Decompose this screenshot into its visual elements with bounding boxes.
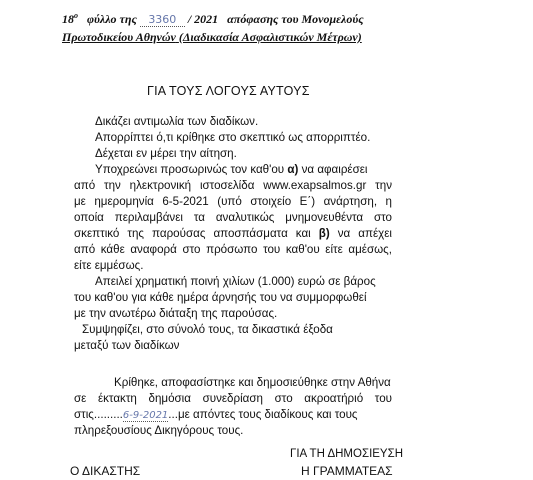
text-line-18b: με απόντες τους διαδίκους και τους [177, 408, 358, 421]
date-dots-right: ... [168, 408, 178, 421]
text-line-4 [95, 163, 368, 176]
text-line-16: Κρίθηκε, αποφασίστηκε και δημοσιεύθηκε στην Αθήνα [114, 376, 391, 389]
date-dots-left: ......... [93, 408, 123, 421]
header-line-1 [62, 11, 364, 27]
text-line-4a: Υποχρεώνει προσωρινώς τον καθ'ου [95, 163, 285, 176]
text-line-17: σε έκτακτη δημόσια συνεδρίαση στο ακροατήριό του [74, 392, 392, 405]
text-line-12: του καθ'ου για κάθε ημέρα άρνησής του να συμμορφωθεί [74, 291, 367, 304]
header-line-2 [62, 30, 362, 45]
for-publication-label: ΓΙΑ ΤΗ ΔΗΜΟΣΙΕΥΣΗ [290, 448, 404, 460]
text-line-10: είτε εμμέσως. [74, 259, 144, 272]
text-line-11: Απειλεί χρηματική ποινή χιλίων (1.000) ευρώ σε βάρος [95, 275, 376, 288]
item-b-marker: β) [318, 227, 330, 240]
decision-number: 3360 [140, 13, 185, 27]
text-line-8a: σκεπτικό της παρούσας αποσπάσματα και [74, 227, 311, 240]
text-line-18 [74, 408, 358, 421]
text-line-5: από την ηλεκτρονική ιστοσελίδα www.exapsalmos.gr την [74, 179, 392, 192]
sheet-number: 18 [62, 12, 74, 26]
text-line-2: Απορρίπτει ό,τι κρίθηκε στο σκεπτικό ως απορριπτέο. [95, 131, 371, 144]
operative-title: ΓΙΑ ΤΟΥΣ ΛΟΓΟΥΣ ΑΥΤΟΥΣ [147, 84, 310, 98]
judge-signature-label: Ο ΔΙΚΑΣΤΗΣ [70, 464, 141, 478]
text-line-14: Συμψηφίζει, στο σύνολό τους, τα δικαστικά έξοδα [82, 323, 333, 336]
text-line-18a: στις [74, 408, 94, 421]
procedure-type: (Διαδικασία Ασφαλιστικών Μέτρων) [178, 30, 362, 44]
text-line-6: με ημερομηνία 6-5-2021 (υπό στοιχείο Ε΄) ανάρτηση, η [74, 195, 392, 208]
text-line-4c: να αφαιρέσει [301, 163, 368, 176]
text-line-13: με την ανωτέρω διάταξη της παρούσας. [74, 307, 278, 320]
sheet-number-sup: ο [74, 11, 78, 20]
item-a-marker: α) [287, 163, 299, 176]
text-line-7: οποία περιλαμβάνει τα αναλυτικώς μνημονευθέντα στο [74, 211, 392, 224]
clerk-signature-label: Η ΓΡΑΜΜΑΤΕΑΣ [301, 464, 393, 478]
handwritten-date: 6-9-2021 [122, 410, 169, 421]
text-line-1: Δικάζει αντιμωλία των διαδίκων. [95, 115, 259, 128]
text-line-8 [74, 227, 392, 240]
text-line-8c: να απέχει [337, 227, 392, 240]
decision-label: απόφασης του Μονομελούς [227, 12, 364, 26]
text-line-3: Δέχεται εν μέρει την αίτηση. [95, 147, 237, 160]
text-line-19: πληρεξουσίους Δικηγόρους τους. [74, 424, 244, 437]
decision-year: / 2021 [187, 12, 219, 26]
sheet-label: φύλλο της [87, 12, 137, 26]
text-line-15: μεταξύ των διαδίκων [74, 339, 180, 352]
court-name: Πρωτοδικείου Αθηνών [62, 30, 176, 44]
text-line-9: από κάθε αναφορά στο πρόσωπο του καθ'ου είτε αμέσως, [74, 243, 392, 256]
